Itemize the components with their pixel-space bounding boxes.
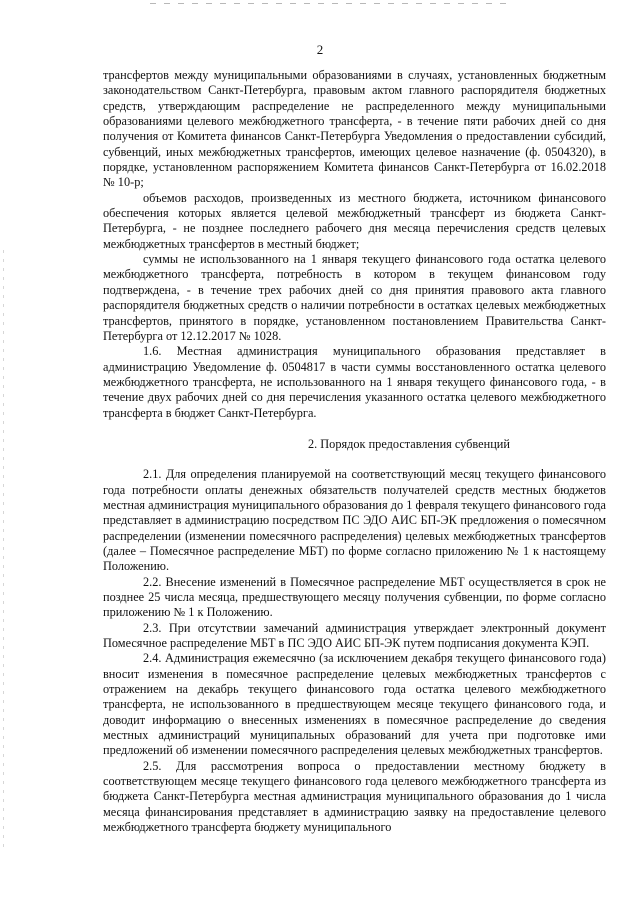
paragraph-2-4: 2.4. Администрация ежемесячно (за исключением декабря текущего финансового года) вносит изменения в помесячное распределение целевых межбюджетных трансфертов с отражением на декабрь текущего финансового года остатка целевого межбюджетного трансферта, не использованного в предшествующем месяце текущего финансового года, и доводит информацию о внесенных изменениях в помесячное распределение до сведения местных администраций муниципальных образований для учета при подготовке ими предложений об изменении помесячного распределения целевых межбюджетных трансфертов. xyxy=(103,651,606,758)
paragraph-2-1: 2.1. Для определения планируемой на соответствующий месяц текущего финансового года потребности оплаты денежных обязательств получателей средств местных бюджетов местная администрация муниципального образования до 1 февраля текущего финансового года представляет в администрацию посредством ПС ЭДО АИС БП-ЭК предложения о помесячном распределении (изменении помесячного распределения) целевых межбюджетных трансфертов (далее – Помесячное распределение МБТ) по форме согласно приложению № 1 к настоящему Положению. xyxy=(103,467,606,574)
paragraph-expenditure-volumes: объемов расходов, произведенных из местного бюджета, источником финансового обеспечения которых является целевой межбюджетный трансферт из бюджета Санкт-Петербурга, - не позднее последнего рабочего дня месяца перечисления средств целевых межбюджетных трансфертов в местный бюджет; xyxy=(103,190,606,251)
paragraph-1-6: 1.6. Местная администрация муниципального образования представляет в администрацию Уведомление ф. 0504817 в части суммы восстановленного остатка целевого межбюджетного трансферта, не использованного на 1 января текущего финансового года, - в течение двух рабочих дней со дня перечисления указанного остатка целевого межбюджетного трансферта в бюджет Санкт-Петербурга. xyxy=(103,344,606,420)
scan-artifact-left xyxy=(3,250,4,850)
section-heading: 2. Порядок предоставления субвенций xyxy=(308,436,510,451)
document-body xyxy=(103,68,606,836)
paragraph-transfers-continuation: трансфертов между муниципальными образованиями в случаях, установленных бюджетным законодательством Санкт-Петербурга, правовым актом главного распорядителя бюджетных средств, утверждающим распределение не распределенного между муниципальными образованиями целевого межбюджетного трансферта, - в течение пяти рабочих дней со дня получения от Комитета финансов Санкт-Петербурга Уведомления о предоставлении субсидий, субвенций, иных межбюджетных трансфертов, имеющих целевое назначение (ф. 0504320), в порядке, установленном распоряжением Комитета финансов Санкт-Петербурга от 16.02.2018 № 10-р; xyxy=(103,68,606,190)
paragraph-2-5: 2.5. Для рассмотрения вопроса о предоставлении местному бюджету в соответствующем месяце текущего финансового года целевого межбюджетного трансферта из бюджета Санкт-Петербурга местная администрация муниципального образования до 1 числа месяца финансирования представляет в администрацию заявку на предоставление целевого межбюджетного трансферта бюджету муниципального xyxy=(103,758,606,835)
page-number: 2 xyxy=(316,42,324,57)
paragraph-2-3: 2.3. При отсутствии замечаний администрация утверждает электронный документ Помесячное распределение МБТ в ПС ЭДО АИС БП-ЭК путем подписания документа КЭП. xyxy=(103,620,606,651)
scan-artifact-top xyxy=(150,3,510,4)
paragraph-2-2: 2.2. Внесение изменений в Помесячное распределение МБТ осуществляется в срок не позднее 25 числа месяца, предшествующего месяцу получения субвенции, по форме согласно приложению № 1 к Положению. xyxy=(103,574,606,620)
paragraph-unused-balance: суммы не использованного на 1 января текущего финансового года остатка целевого межбюджетного трансферта, потребность в котором в текущем финансовом году подтверждена, - в течение трех рабочих дней со дня принятия правового акта главного распорядителя бюджетных средств о наличии потребности в остатках целевых межбюджетных трансфертов, принятого в порядке, установленном постановлением Правительства Санкт-Петербурга от 12.12.2017 № 1028. xyxy=(103,252,606,343)
